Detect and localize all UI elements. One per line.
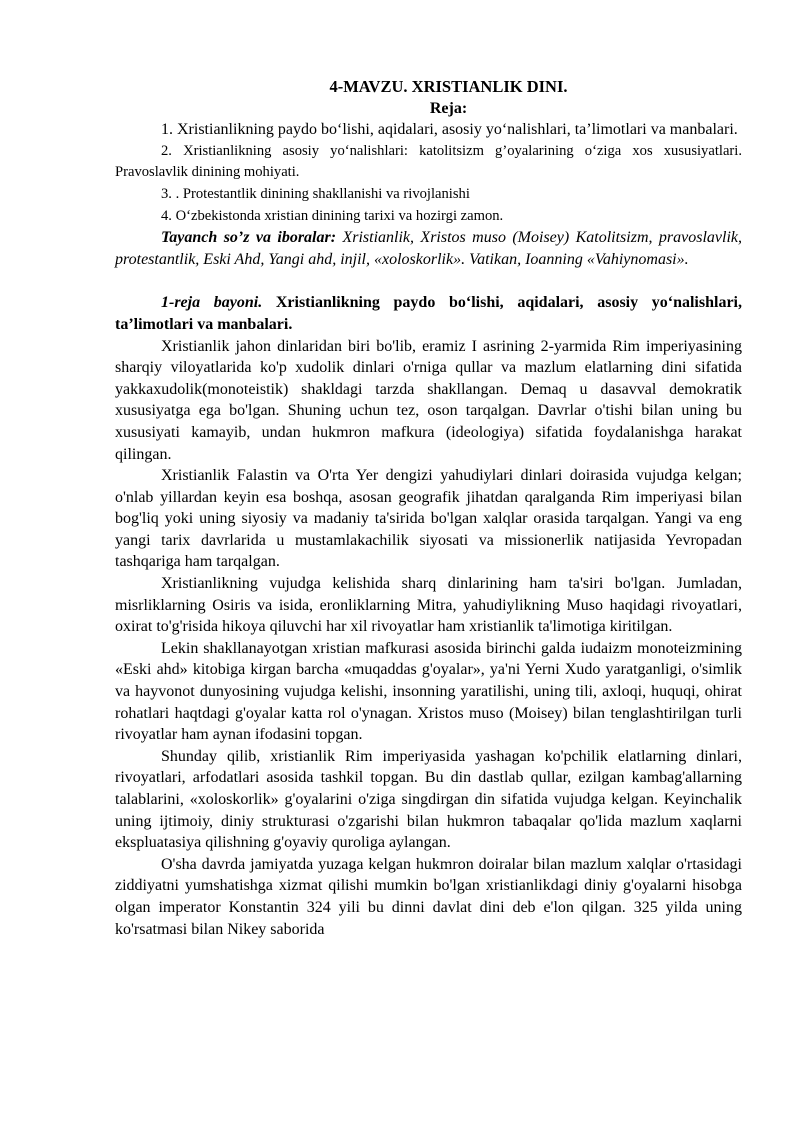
keywords-text: Xristianlik, Xristos muso (Moisey) Katolitsizm, pravoslavlik, protestantlik, Eski Ahd, Yangi ahd, injil, «xoloskorlik». Vatikan, Ioanning «Vahiynomasi». xyxy=(115,229,742,268)
body-paragraph-4: Lekin shakllanayotgan xristian mafkurasi asosida birinchi galda iudaizm monoteizmining «Eski ahd» kitobiga kirgan barcha «muqaddas g'oyalar», ya'ni Yerni Xudo yaratganligi, o'simlik va hayvonot dunyosining vujudga kelishi, insonning yaratilishi, uning tili, axloqi, huquqi, ohirat rohatlari haqtdagi g'oyalar katta rol o'ynagan. Xristos muso (Moisey) bilan tenglashtirilgan turli rivoyatlar ham aynan ifodasini topgan. xyxy=(115,639,742,744)
body-paragraph-6: O'sha davrda jamiyatda yuzaga kelgan hukmron doiralar bilan mazlum xalqlar o'rtasidagi ziddiyatni yumshatishga xizmat qilishi mumkin bo'lgan xristianlikdagi diniy g'oyalarni hisobga olgan imperator Konstantin 324 yili bu dinni davlat dini deb e'lon qilgan. 325 yilda uning ko'rsatmasi bilan Nikey saborida xyxy=(115,855,742,938)
keywords-label: Tayanch so’z va iboralar: xyxy=(161,229,337,247)
body-paragraph-3: Xristianlikning vujudga kelishida sharq dinlarining ham ta'siri bo'lgan. Jumladan, misrliklarning Osiris va isida, eronliklarning Mitra, yahudiylikning Muso haqidagi rivoyatlari, oxirat to'g'risida hikoya qiluvchi har xil rivoyatlar ham xristianlik ta'limotiga kiritilgan. xyxy=(115,575,742,636)
section-heading xyxy=(115,292,742,335)
body-paragraph-1: Xristianlik jahon dinlaridan biri bo'lib, eramiz I asrining 2-yarmida Rim imperiyasining sharqiy viloyatlarida ko'p xudolik dinlari o'rniga qullar va mazlum elatlarning dini sifatida yakkaxudolik(monoteistik) shakldagi tarzda shakllangan. Demaq u dasavval demokratik xususiyatga ega bo'lgan. Shuning uchun tez, oson tarqalgan. Davrlar o'tishi bilan uning bu xususiyati kamayib, undan hukmron mafkura (ideologiya) sifatida foydalanishga harakat qilingan. xyxy=(115,337,742,463)
plan-item-1: 1. Xristianlikning paydo bo‘lishi, aqidalari, asosiy yo‘nalishlari, ta’limotlari va manbalari. xyxy=(161,121,738,139)
page-title: 4-MAVZU. XRISTIANLIK DINI. xyxy=(329,77,568,96)
blank-line xyxy=(115,270,742,292)
document-page xyxy=(115,76,742,940)
plan-item-3: 3. . Protestantlik dinining shakllanishi va rivojlanishi xyxy=(161,185,470,202)
keywords-paragraph xyxy=(115,227,742,270)
body-paragraph-2: Xristianlik Falastin va O'rta Yer dengizi yahudiylari dinlari doirasida vujudga kelgan; o'nlab yillardan keyin esa boshqa, asosan geografik jihatdan qaralganda Rim imperiyasi bilan bog'liq yoki uning siyosiy va madaniy ta'sirida bo'lgan xalqlar orasida tarqalgan. Yangi va eng yangi tarix davrlarida u mustamlakachilik siyosati va missionerlik natijasida Yevropadan tashqariga ham tarqalgan. xyxy=(115,467,742,571)
plan-item-2: 2. Xristianlikning asosiy yo‘nalishlari: katolitsizm g’oyalarining o‘ziga xos xususiyatlari. Pravoslavlik dinining mohiyati. xyxy=(115,142,742,181)
plan-heading: Reja: xyxy=(429,99,468,117)
section-label: 1-reja bayoni. xyxy=(161,294,263,312)
body-paragraph-5: Shunday qilib, xristianlik Rim imperiyasida yashagan ko'pchilik elatlarning dinlari, rivoyatlari, arfodatlari asosida tashkil topgan. Bu din dastlab qullar, ezilgan kambag'allarning talablarini, «xoloskorlik» g'oyalarini o'ziga singdirgan din sifatida vujudga kelgan. Keyinchalik uning ijtimoiy, diniy strukturasi o'zgarishi bilan hukmron tabaqalar qo'lida mazlum xaqlarni ekspluatasiya qilishning g'oyaviy quroliga aylangan. xyxy=(115,747,742,852)
plan-item-4: 4. O‘zbekistonda xristian dinining tarixi va hozirgi zamon. xyxy=(161,207,504,224)
section-title: Xristianlikning paydo bo‘lishi, aqidalari, asosiy yo‘nalishlari, ta’limotlari va manbalari. xyxy=(115,294,742,333)
